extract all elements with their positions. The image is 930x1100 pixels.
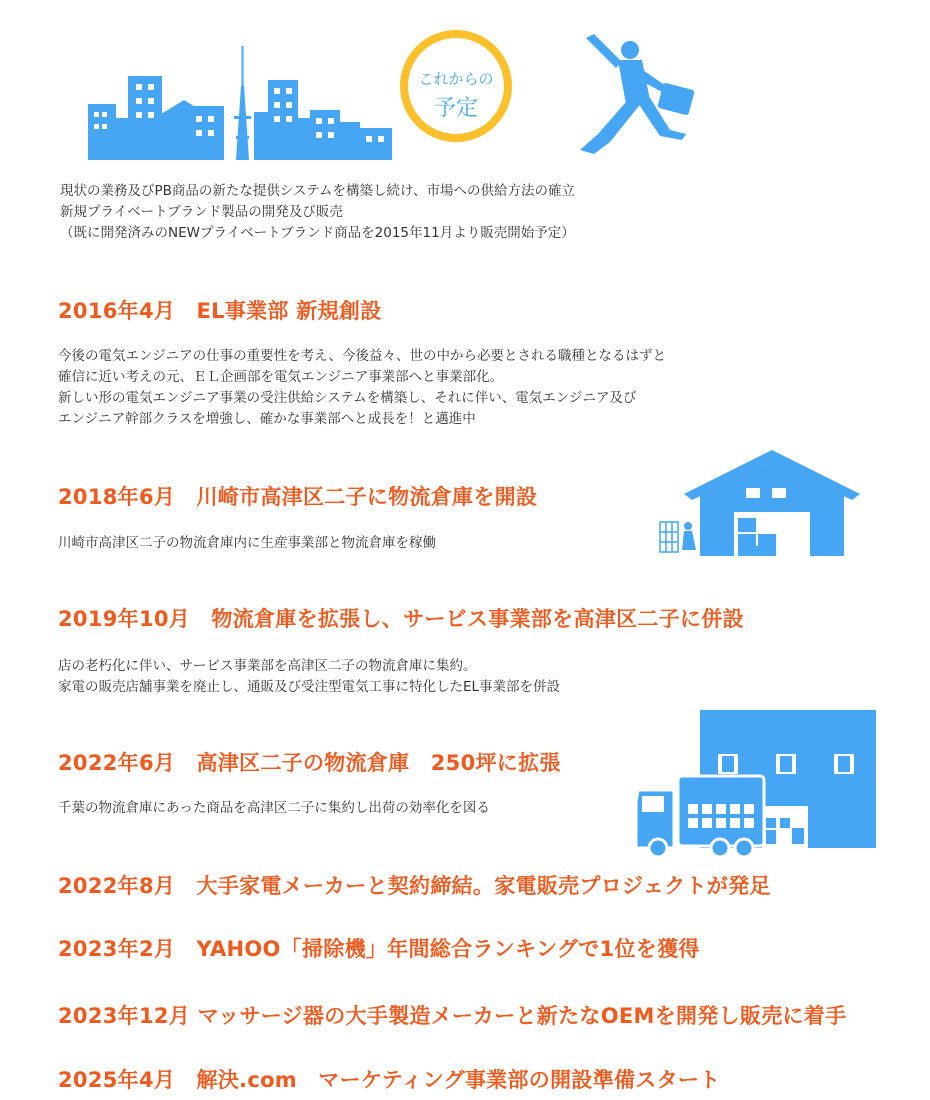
event-description (58, 533, 436, 554)
event-line: 川崎市高津区二子の物流倉庫内に生産事業部と物流倉庫を稼働 (58, 535, 436, 551)
city-skyline-icon (88, 46, 392, 160)
badge-line1: これからの (418, 70, 494, 88)
jumping-businessman-icon (570, 30, 700, 162)
event-heading: 2016年4月 EL事業部 新規創設 (58, 299, 382, 323)
event-line: エンジニア幹部クラスを増強し、確かな事業部へと成長を！と邁進中 (58, 411, 476, 427)
event-heading: 2022年8月 大手家電メーカーと契約締結。家電販売プロジェクトが発足 (58, 874, 771, 898)
event-line: 新しい形の電気エンジニア事業の受注供給システムを構築し、それに伴い、電気エンジニア及び (58, 390, 637, 406)
future-plan-badge (400, 30, 512, 142)
event-heading: 2018年6月 川崎市高津区二子に物流倉庫を開設 (58, 485, 538, 509)
event-line: 千葉の物流倉庫にあった商品を高津区二子に集約し出荷の効率化を図る (58, 800, 490, 816)
event-description (58, 346, 666, 430)
event-line: 今後の電気エンジニアの仕事の重要性を考え、今後益々、世の中から必要とされる職種となるはずと (58, 348, 666, 364)
truck-warehouse-icon (634, 710, 878, 858)
badge-line2: 予定 (433, 96, 478, 121)
event-heading: 2022年6月 高津区二子の物流倉庫 250坪に拡張 (58, 751, 561, 775)
event-line: 確信に近い考えの元、ＥＬ企画部を電気エンジニア事業部へと事業部化。 (58, 369, 504, 385)
event-heading: 2023年2月 YAHOO「掃除機」年間総合ランキングで1位を獲得 (58, 937, 700, 961)
event-line: 店の老朽化に伴い、サービス事業部を高津区二子の物流倉庫に集約。 (58, 658, 477, 674)
intro-line: 新規プライベートブランド製品の開発及び販売 (60, 204, 343, 220)
event-line: 家電の販売店舗事業を廃止し、通販及び受注型電気工事に特化したEL事業部を併設 (58, 679, 561, 695)
intro-text (60, 181, 575, 244)
intro-line: 現状の業務及びPB商品の新たな提供システムを構築し続け、市場への供給方法の確立 (60, 183, 576, 199)
event-description (58, 656, 560, 698)
event-heading: 2023年12月 マッサージ器の大手製造メーカーと新たなOEMを開発し販売に着手 (58, 1004, 847, 1028)
event-heading: 2025年4月 解決.com マーケティング事業部の開設準備スタート (58, 1068, 721, 1092)
warehouse-icon (656, 450, 862, 558)
event-description (58, 798, 490, 819)
intro-line: （既に開発済みのNEWプライベートブランド商品を2015年11月より販売開始予定） (60, 225, 575, 241)
event-heading: 2019年10月 物流倉庫を拡張し、サービス事業部を高津区二子に併設 (58, 607, 744, 631)
